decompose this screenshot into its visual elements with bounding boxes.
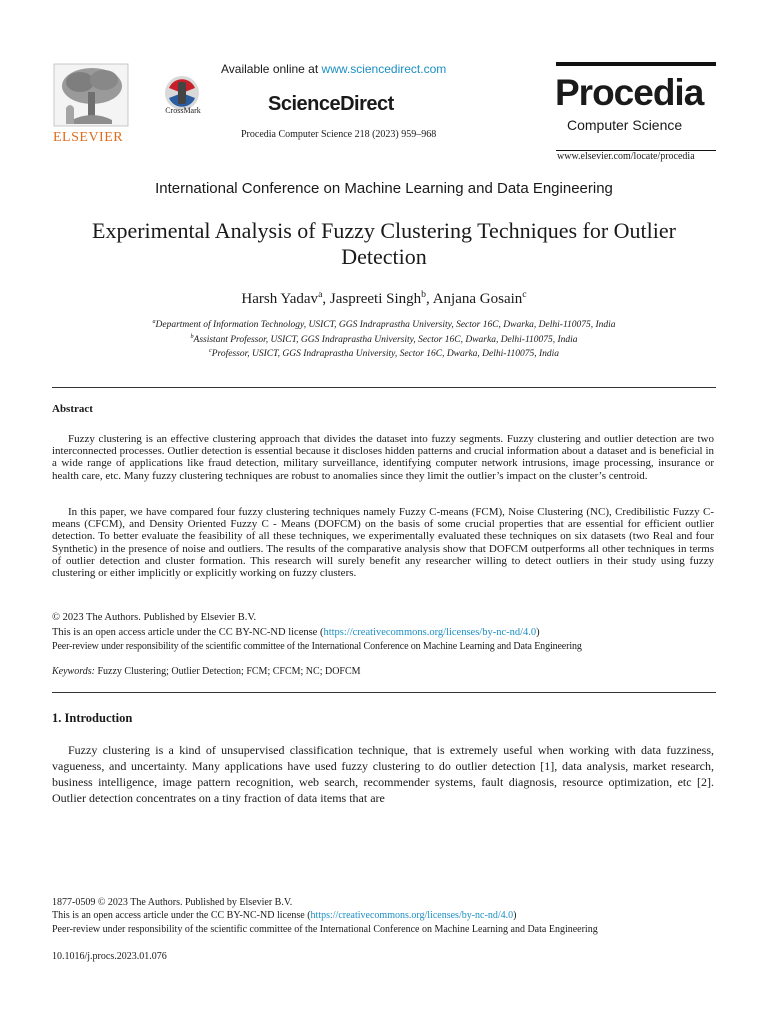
affiliation-text: Department of Information Technology, USICT, GGS Indraprastha University, Sector 16C, Dwarka, Delhi-110075, India: [155, 320, 616, 331]
affiliation: [0, 319, 768, 330]
sciencedirect-logo: ScienceDirect: [268, 93, 394, 115]
license-prefix: This is an open access article under the CC BY-NC-ND license (: [52, 627, 324, 638]
crossmark-label: CrossMark: [165, 106, 201, 115]
journal-homepage-url[interactable]: www.elsevier.com/locate/procedia: [557, 151, 695, 162]
computer-science-label: Computer Science: [567, 117, 683, 133]
available-online-text: [221, 62, 446, 76]
keywords-label: Keywords:: [52, 666, 95, 677]
affiliation: [0, 334, 768, 345]
author-mark: c: [522, 289, 527, 300]
affiliation-text: Professor, USICT, GGS Indraprastha University, Sector 16C, Dwarka, Delhi-110075, India: [211, 349, 560, 360]
author-mark: b: [421, 289, 427, 300]
abstract-paragraph-2: In this paper, we have compared four fuzzy clustering techniques namely Fuzzy C-means (FCM), Noise Clustering (NC), Credibilistic Fuzzy C-means (CFCM), and Density Oriented Fuzzy C - Means (DOFCM) on the basis of some crucial properties that are essential for efficient outlier detection. To better evaluate the feasibility of all these techniques, we experimentally evaluated these techniques on six datasets (two Real and four Synthetic) in the presence of noise and outliers. The results of the comparative analysis show that DOFCM outperforms all other techniques in terms of outlier detection and cluster formation. This research will surely benefit any researcher willing to detect outliers in their study using fuzzy clustering or either implicitly or explicitly working on fuzzy clusters.: [52, 506, 714, 580]
abstract-paragraph-1: Fuzzy clustering is an effective clustering approach that divides the dataset into fuzzy segments. Fuzzy clustering and outlier detection are two interconnected processes. Outlier detection is essential because it discloses hidden patterns and crucial information about a dataset and is beneficial in a wide range of applications like fraud detection, military surveillance, identifying computer network intrusions, image processing, insurance or health care, etc. Many fuzzy clustering techniques are robust to anomalies since they limit the outlier’s impact on the cluster’s centroid.: [52, 433, 714, 482]
title-line-1: Experimental Analysis of Fuzzy Clustering Techniques for Outlier: [92, 218, 676, 243]
license-line: [52, 627, 540, 638]
author-name: Harsh Yadav: [241, 291, 319, 307]
peer-review-line: Peer-review under responsibility of the scientific committee of the International Conference on Machine Learning and Data Engineering: [52, 641, 582, 652]
keywords: [52, 666, 361, 677]
affiliation-mark: c: [208, 348, 212, 354]
author-name: Jaspreeti Singh: [329, 291, 422, 307]
divider: [52, 387, 716, 388]
license-link[interactable]: https://creativecommons.org/licenses/by-nc-nd/4.0: [323, 627, 537, 638]
sciencedirect-link[interactable]: www.sciencedirect.com: [321, 62, 447, 76]
author-mark: a: [318, 289, 323, 300]
conference-name: International Conference on Machine Learning and Data Engineering: [155, 180, 613, 197]
keywords-text: Fuzzy Clustering; Outlier Detection; FCM; CFCM; NC; DOFCM: [94, 666, 361, 677]
author-list: Harsh Yadav$^a$, Jaspreeti Singh$^b$, Anjana Gosain$^c$: [241, 289, 527, 307]
affiliation-mark: b: [190, 334, 194, 340]
footer-issn: 1877-0509 © 2023 The Authors. Published by Elsevier B.V.: [52, 897, 293, 908]
license-suffix: ): [536, 627, 540, 638]
footer-license: [52, 910, 516, 922]
footer-doi[interactable]: 10.1016/j.procs.2023.01.076: [52, 951, 167, 962]
available-online-prefix: Available online at: [221, 62, 322, 76]
affiliation-mark: a: [152, 319, 156, 325]
elsevier-wordmark: ELSEVIER: [53, 130, 124, 145]
copyright-line: © 2023 The Authors. Published by Elsevier B.V.: [52, 612, 257, 623]
author-name: Anjana Gosain: [432, 291, 523, 307]
paper-title: [40, 218, 728, 270]
journal-reference: Procedia Computer Science 218 (2023) 959–968: [241, 129, 437, 140]
footer-peer-review: Peer-review under responsibility of the scientific committee of the International Conference on Machine Learning and Data Engineering: [52, 924, 598, 935]
footer-license-suffix: ): [513, 910, 517, 921]
affiliation: [0, 348, 768, 359]
affiliation-text: Assistant Professor, USICT, GGS Indraprastha University, Sector 16C, Dwarka, Delhi-110075, India: [193, 335, 578, 346]
footer-license-link[interactable]: https://creativecommons.org/licenses/by-nc-nd/4.0: [310, 910, 514, 921]
section-heading: 1. Introduction: [52, 711, 133, 725]
abstract-heading: Abstract: [52, 403, 93, 415]
title-line-2: Detection: [341, 244, 427, 269]
divider: [52, 692, 716, 693]
introduction-paragraph: Fuzzy clustering is a kind of unsupervised classification technique, that is extremely useful when working with data fuzziness, vagueness, and uncertainty. Many applications have used fuzzy clustering to do outlier detection [1], data analysis, market research, business intelligence, image pattern recognition, web search, recommender systems, fault diagnosis, resource optimization, etc [2]. Outlier detection concentrates on a tiny fraction of data items that are: [52, 743, 714, 805]
footer-license-prefix: This is an open access article under the CC BY-NC-ND license (: [52, 910, 311, 921]
procedia-logo: Procedia: [555, 72, 704, 113]
